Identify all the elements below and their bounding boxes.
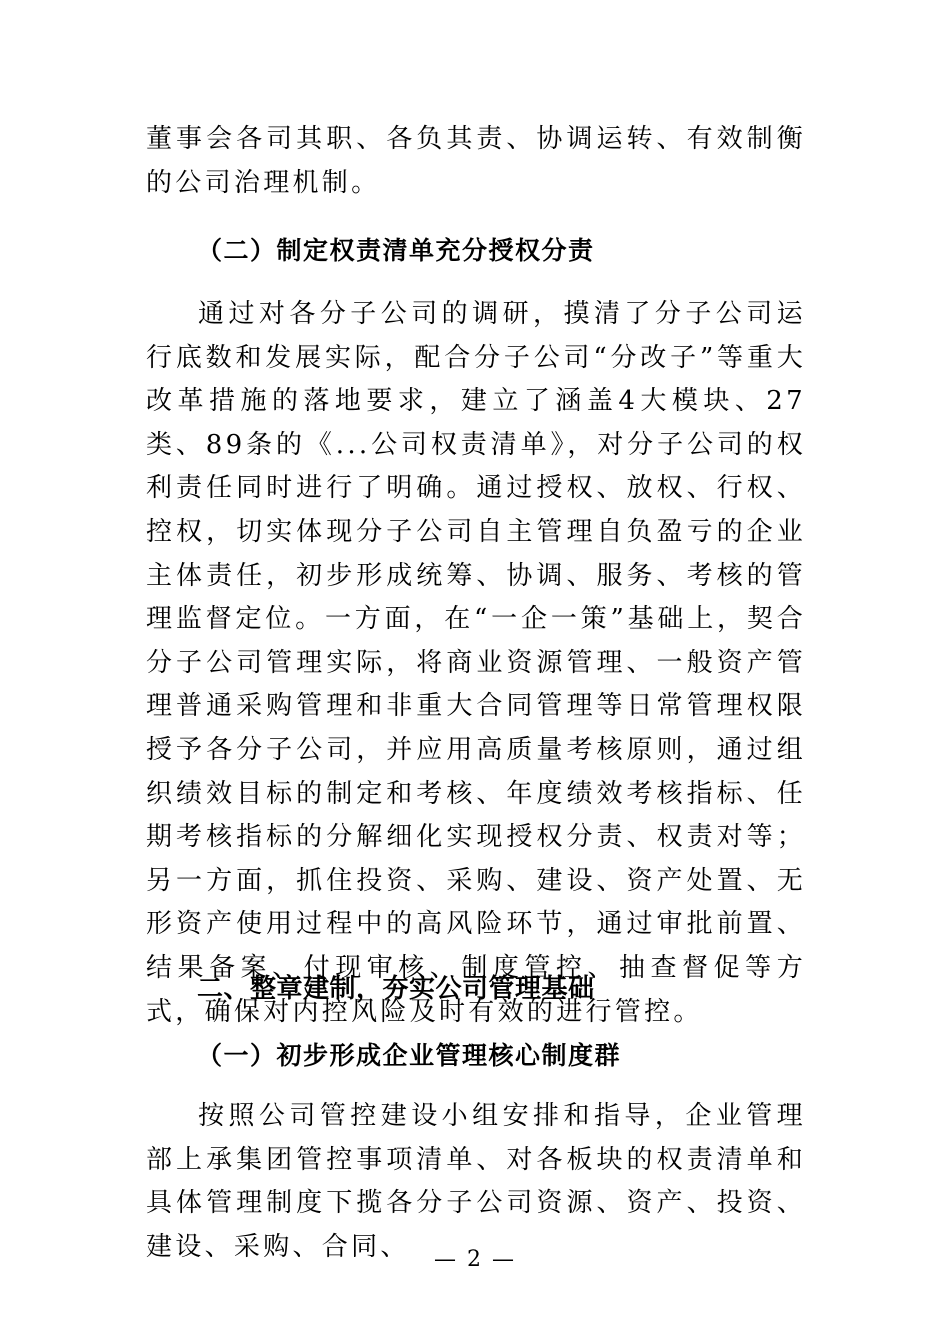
section-heading-core-systems: （一）初步形成企业管理核心制度群 — [197, 1041, 622, 1070]
paragraph-intro: 董事会各司其职、各负其责、协调运转、有效制衡的公司治理机制。 — [146, 124, 806, 198]
chapter-heading-regulations: 二、整章建制，夯实公司管理基础 — [197, 974, 595, 1004]
section-heading-authority-list: （二）制定权责清单充分授权分责 — [197, 236, 595, 265]
paragraph-core-systems: 按照公司管控建设小组安排和指导，企业管理部上承集团管控事项清单、对各板块的权责清单和具体管理制度下揽各分子公司资源、资产、投资、建设、采购、合同、 — [146, 1101, 806, 1262]
page-number: — 2 — — [434, 1247, 516, 1272]
paragraph-authority-list: 通过对各分子公司的调研，摸清了分子公司运行底数和发展实际，配合分子公司“分改子”等重大改革措施的落地要求，建立了涵盖4大模块、27类、89条的《...公司权责清单》，对分子公司的权利责任同时进行了明确。通过授权、放权、行权、控权，切实体现分子公司自主管理自负盈亏的企业主体责任，初步形成统筹、协调、服务、考核的管理监督定位。一方面，在“一企一策”基础上，契合分子公司管理实际，将商业资源管理、一般资产管理普通采购管理和非重大合同管理等日常管理权限授予各分子公司，并应用高质量考核原则，通过组织绩效目标的制定和考核、年度绩效考核指标、任期考核指标的分解细化实现授权分责、权责对等；另一方面，抓住投资、采购、建设、资产处置、无形资产使用过程中的高风险环节，通过审批前置、结果备案、付现审核、制度管控、抽查督促等方式，确保对内控风险及时有效的进行管控。 — [146, 299, 806, 1027]
